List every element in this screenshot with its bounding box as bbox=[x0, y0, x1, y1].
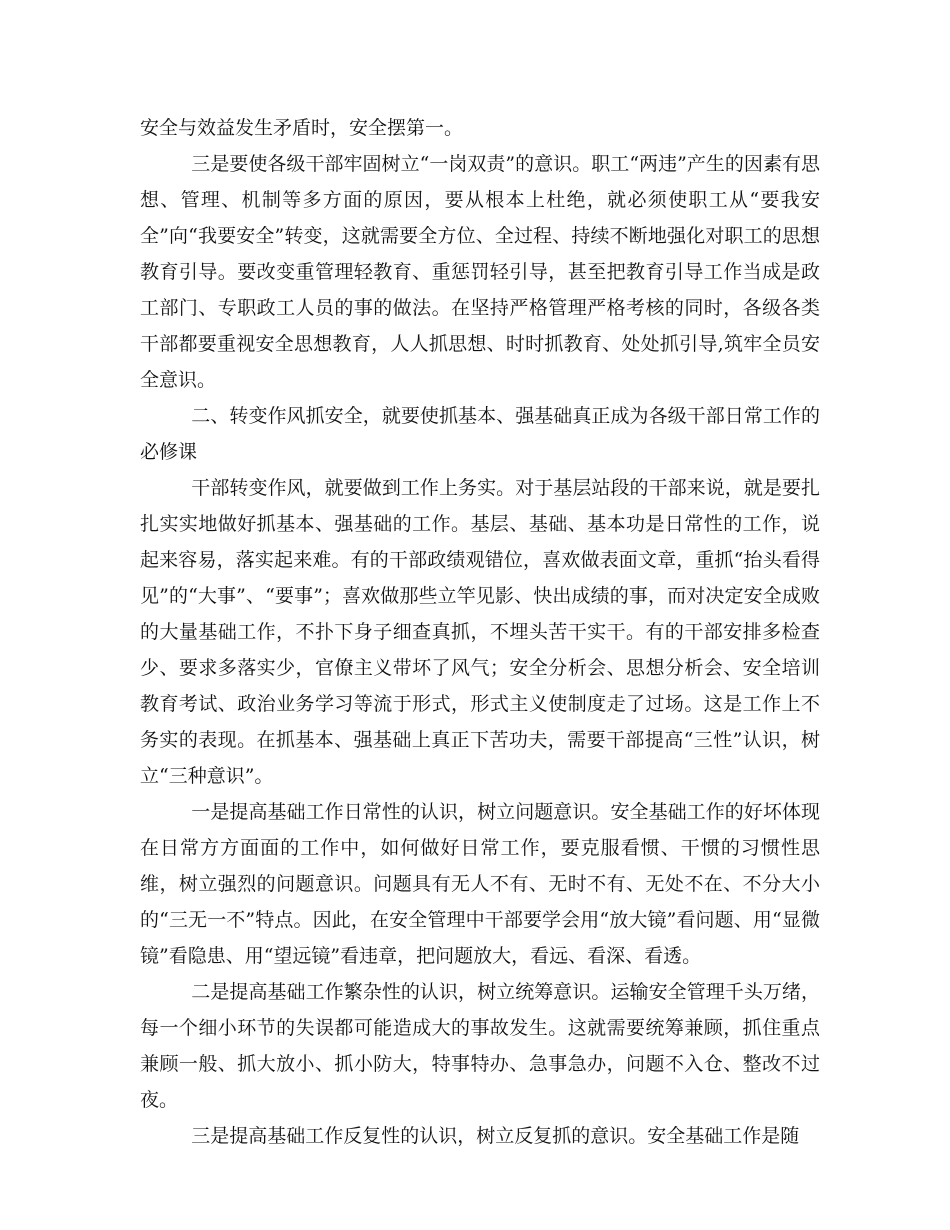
paragraph-3: 干部转变作风，就要做到工作上务实。对于基层站段的干部来说，就是要扎扎实实地做好抓基本、强基础的工作。基层、基础、基本功是日常性的工作，说起来容易，落实起来难。有的干部政绩观错位，喜欢做表面文章，重抓“抬头看得见”的“大事”、“要事”；喜欢做那些立竿见影、快出成绩的事，而对决定安全成败的大量基础工作，不扑下身子细查真抓，不埋头苦干实干。有的干部安排多检查少、要求多落实少，官僚主义带坏了风气；安全分析会、思想分析会、安全培训教育考试、政治业务学习等流于形式，形式主义使制度走了过场。这是工作上不务实的表现。在抓基本、强基础上真正下苦功夫，需要干部提高“三性”认识，树立“三种意识”。 bbox=[140, 477, 820, 787]
paragraph-5: 二是提高基础工作繁杂性的认识，树立统筹意识。运输安全管理千头万绪，每一个细小环节的失误都可能造成大的事故发生。这就需要统筹兼顾，抓住重点兼顾一般、抓大放小、抓小防大，特事特办、急事急办，问题不入仓、整改不过夜。 bbox=[140, 981, 820, 1111]
paragraph-1: 安全与效益发生矛盾时，安全摆第一。 bbox=[140, 117, 464, 139]
paragraph-2: 三是要使各级干部牢固树立“一岗双责”的意识。职工“两违”产生的因素有思想、管理、机制等多方面的原因，要从根本上杜绝，就必须使职工从“要我安全”向“我要安全”转变，这就需要全方位、全过程、持续不断地强化对职工的思想教育引导。要改变重管理轻教育、重惩罚轻引导，甚至把教育引导工作当成是政工部门、专职政工人员的事的做法。在坚持严格管理严格考核的同时，各级各类干部都要重视安全思想教育，人人抓思想、时时抓教育、处处抓引导,筑牢全员安全意识。 bbox=[140, 153, 820, 391]
paragraph-6: 三是提高基础工作反复性的认识，树立反复抓的意识。安全基础工作是随 bbox=[191, 1125, 800, 1147]
section-heading: 二、转变作风抓安全，就要使抓基本、强基础真正成为各级干部日常工作的必修课 bbox=[140, 405, 820, 463]
paragraph-4: 一是提高基础工作日常性的认识，树立问题意识。安全基础工作的好坏体现在日常方方面面的工作中，如何做好日常工作，要克服看惯、干惯的习惯性思维，树立强烈的问题意识。问题具有无人不有、无时不有、无处不在、不分大小的“三无一不”特点。因此，在安全管理中干部要学会用“放大镜”看问题、用“显微镜”看隐患、用“望远镜”看违章，把问题放大，看远、看深、看透。 bbox=[140, 801, 820, 967]
